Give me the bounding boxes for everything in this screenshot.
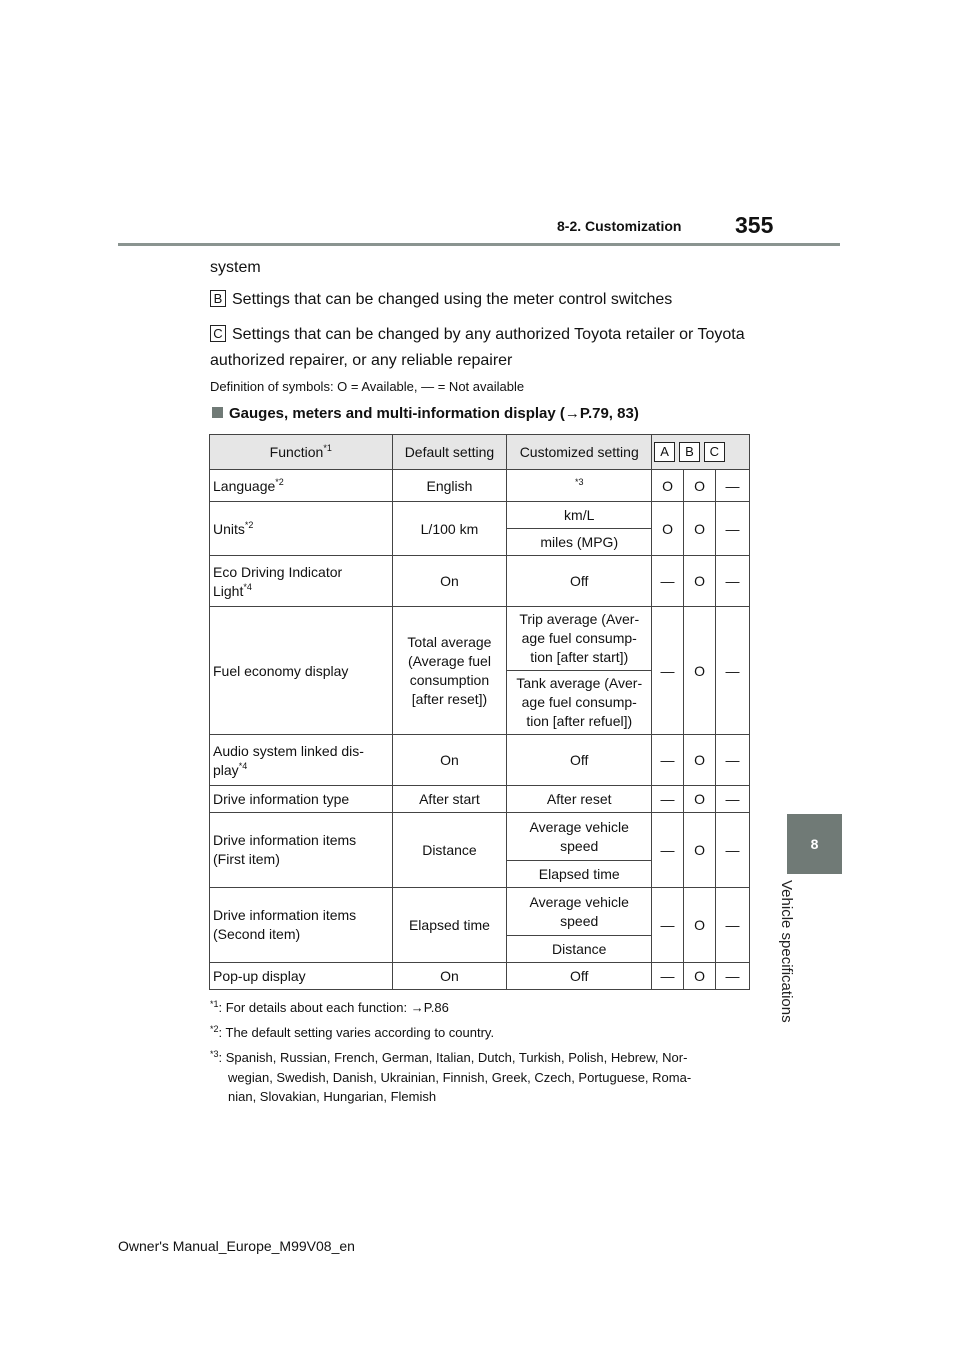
cell-c: — <box>715 502 749 556</box>
cell-function: Fuel economy display <box>210 607 393 735</box>
cell-custom: Distance <box>507 936 652 963</box>
table-row <box>210 607 750 671</box>
cell-c: — <box>715 786 749 813</box>
b-label-box: B <box>210 290 226 307</box>
cell-custom: miles (MPG) <box>507 529 652 556</box>
cell-default: L/100 km <box>392 502 507 556</box>
cell-default: On <box>392 735 507 786</box>
cell-default: Total average (Average fuel consumption [after reset]) <box>392 607 507 735</box>
header-function: Function$^{*1}$ <box>210 435 393 470</box>
cell-custom: Off <box>507 735 652 786</box>
cell-function: Units$^{*2}$ <box>210 502 393 556</box>
cell-b: O <box>684 502 716 556</box>
cell-b: O <box>684 556 716 607</box>
cell-b: O <box>684 470 716 502</box>
header-default: Default setting <box>392 435 507 470</box>
cell-function: Audio system linked dis- play$^{*4}$ <box>210 735 393 786</box>
chapter-tab-label <box>775 880 815 1050</box>
page-number: 355 <box>735 212 774 238</box>
table-row <box>210 556 750 607</box>
cell-function: Pop-up display <box>210 963 393 990</box>
header-customized: Customized setting <box>507 435 652 470</box>
header-a: A <box>654 442 675 462</box>
cell-c: — <box>715 470 749 502</box>
table-header-row <box>210 435 750 470</box>
footnote-3-line3: nian, Slovakian, Hungarian, Flemish <box>228 1089 437 1104</box>
cell-b: O <box>684 813 716 888</box>
cell-b: O <box>684 786 716 813</box>
cell-default: Distance <box>392 813 507 888</box>
cell-custom: km/L <box>507 502 652 529</box>
cell-a: O <box>652 502 684 556</box>
table-row <box>210 470 750 502</box>
square-bullet-icon <box>212 407 223 418</box>
cell-custom: Average vehicle speed <box>507 888 652 936</box>
footnote-3: $^{*3}$: Spanish, Russian, French, German, Italian, Dutch, Turkish, Polish, Hebrew, Nor- <box>210 1049 688 1065</box>
cell-function: Drive information items (Second item) <box>210 888 393 963</box>
cell-c: — <box>715 556 749 607</box>
legend-c-text: Settings that can be changed by any authorized Toyota retailer or Toyota <box>232 326 745 343</box>
symbol-definition: Definition of symbols: O = Available, — = Not available <box>210 379 525 394</box>
cell-a: — <box>652 813 684 888</box>
cell-custom: Trip average (Aver- age fuel consump- tion [after start]) <box>507 607 652 671</box>
legend-b-text: Settings that can be changed using the meter control switches <box>232 291 673 308</box>
table-row <box>210 502 750 529</box>
page-footer: Owner's Manual_Europe_M99V08_en <box>118 1238 355 1254</box>
cell-default: Elapsed time <box>392 888 507 963</box>
cell-custom: *3 <box>507 470 652 502</box>
cell-default: On <box>392 963 507 990</box>
table-row <box>210 813 750 861</box>
settings-table <box>209 434 750 990</box>
section-subheading <box>212 405 639 422</box>
legend-c-text-2: authorized repairer, or any reliable repairer <box>210 352 513 369</box>
header-abc <box>652 435 750 470</box>
cell-default: On <box>392 556 507 607</box>
header-c: C <box>704 442 725 462</box>
cell-a: — <box>652 556 684 607</box>
legend-c <box>210 325 745 344</box>
cell-custom: Off <box>507 556 652 607</box>
subheading-text: Gauges, meters and multi-information display (→P.79, 83) <box>229 405 639 422</box>
header-b: B <box>679 442 700 462</box>
table-row <box>210 786 750 813</box>
cell-default: English <box>392 470 507 502</box>
cell-c: — <box>715 963 749 990</box>
cell-custom: Average vehicle speed <box>507 813 652 861</box>
cell-function: Drive information type <box>210 786 393 813</box>
cell-default: After start <box>392 786 507 813</box>
cell-b: O <box>684 963 716 990</box>
cell-b: O <box>684 888 716 963</box>
intro-line: system <box>210 259 261 276</box>
cell-a: O <box>652 470 684 502</box>
cell-function: Language$^{*2}$ <box>210 470 393 502</box>
cell-custom: Tank average (Aver- age fuel consump- tion [after refuel]) <box>507 671 652 735</box>
cell-c: — <box>715 735 749 786</box>
table-row <box>210 963 750 990</box>
cell-custom: Off <box>507 963 652 990</box>
chapter-number: 8 <box>810 836 819 852</box>
cell-function: Eco Driving Indicator Light$^{*4}$ <box>210 556 393 607</box>
table-row <box>210 888 750 936</box>
cell-b: O <box>684 607 716 735</box>
cell-custom: After reset <box>507 786 652 813</box>
cell-c: — <box>715 813 749 888</box>
cell-custom: Elapsed time <box>507 861 652 888</box>
cell-a: — <box>652 786 684 813</box>
cell-a: — <box>652 735 684 786</box>
footnote-1: $^{*1}$: For details about each function: →P.86 <box>210 999 449 1015</box>
cell-a: — <box>652 963 684 990</box>
header-divider <box>118 243 840 246</box>
footnote-3-line2: wegian, Swedish, Danish, Ukrainian, Finnish, Greek, Czech, Portuguese, Roma- <box>228 1070 692 1085</box>
footnote-2: $^{*2}$: The default setting varies according to country. <box>210 1024 495 1040</box>
chapter-label-text: Vehicle specifications <box>778 880 795 1023</box>
cell-function: Drive information items (First item) <box>210 813 393 888</box>
cell-a: — <box>652 607 684 735</box>
cell-c: — <box>715 607 749 735</box>
cell-b: O <box>684 735 716 786</box>
section-title: 8-2. Customization <box>557 218 682 234</box>
cell-a: — <box>652 888 684 963</box>
legend-b <box>210 290 672 309</box>
chapter-tab[interactable] <box>787 814 842 874</box>
c-label-box: C <box>210 325 226 342</box>
table-row <box>210 735 750 786</box>
cell-c: — <box>715 888 749 963</box>
